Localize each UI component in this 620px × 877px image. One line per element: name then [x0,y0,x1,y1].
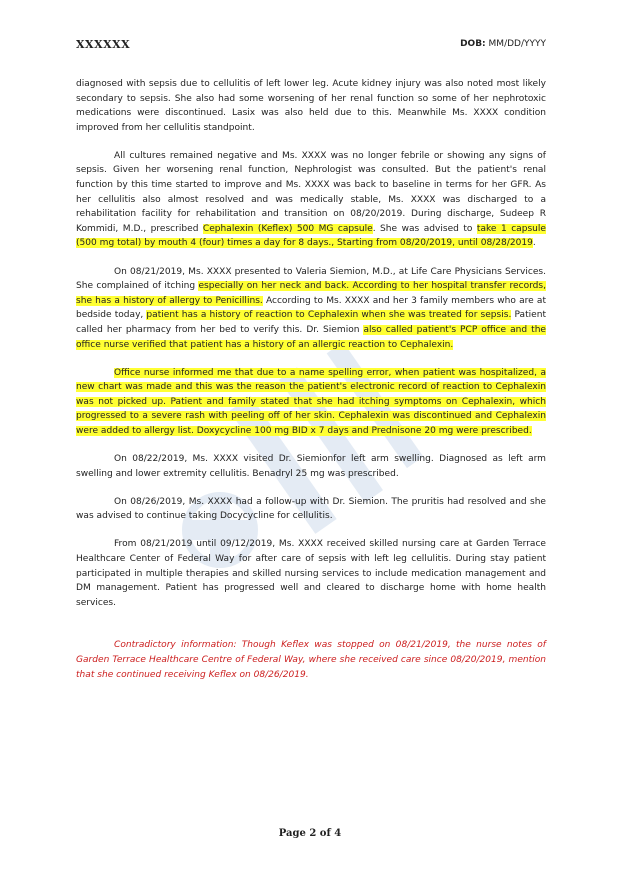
paragraph-3-text-c: Patient called her pharmacy from her bed to verify this. Dr. Siemion [76,310,546,335]
dob [460,39,546,49]
paragraph-5: On 08/22/2019, Ms. XXXX visited Dr. Siemionfor left arm swelling. Diagnosed as left arm swelling and lower extremity cellulitis. Benadryl 25 mg was prescribed. [76,454,546,479]
document-body [76,77,546,696]
patient-name: XXXXXX [76,38,131,51]
paragraph-4 [76,366,546,439]
highlight-dosage-instructions: take 1 capsule (500 mg total) by mouth 4 (four) times a day for 8 days., Starting from 08/20/2019, until 08/28/2019 [76,223,546,249]
highlight-pcp-verification: also called patient's PCP office and the office nurse verified that patient has a history of an allergic reaction to Cephalexin. [76,324,546,350]
paragraph-6: On 08/26/2019, Ms. XXXX had a follow-up with Dr. Siemion. The pruritis had resolved and she was advised to continue taking Docycycline for cellulitis. [76,496,546,522]
paragraph-2-text-a: All cultures remained negative and Ms. XXXX was no longer febrile or showing any signs of sepsis. Given her worsening renal function, Nephrologist was consulted. But the patient's renal function by this time started to improve and Ms. XXXX was back to baseline in terms for her GFR. As her cellulitis also almost resolved and was medically stable, Ms. XXXX was discharged to a rehabilitation facility for rehabilitation and transition on 08/20/2019. During discharge, Sudeep R Kommidi, M.D., prescribed [76,150,546,234]
paragraph-2 [76,149,546,251]
dob-value: MM/DD/YYYY [488,39,546,49]
paragraph-1: diagnosed with sepsis due to cellulitis of left lower leg. Acute kidney injury was also noted most likely secondary to sepsis. She also had some worsening of her renal function so some of her nephrotoxic medications were discontinued. Lasix was also held due to this. Meanwhile Ms. XXXX condition improved from her cellulitis standpoint. [76,79,546,133]
paragraph-2-text-b: . She was advised to [372,223,477,234]
page-header [76,38,546,54]
paragraph-2-text-c: . [532,238,536,249]
dob-label: DOB: [460,39,486,49]
paragraph-3-text-a: On 08/21/2019, Ms. XXXX presented to Valeria Siemion, M.D., at Life Care Physicians Services. She complained of itching [76,266,546,292]
contradictory-information-note: Contradictory information: Though Keflex was stopped on 08/21/2019, the nurse notes of Garden Terrace Healthcare Centre of Federal Way, where she received care since 08/20/2019, mention that she continued receiving Keflex on 08/26/2019. [76,640,546,680]
paragraph-3 [76,265,546,353]
page-number: Page 2 of 4 [278,828,342,839]
paragraph-3-text-b: According to Ms. XXXX and her 3 family members who are at bedside today, [76,295,546,321]
paragraph-7: From 08/21/2019 until 09/12/2019, Ms. XXXX received skilled nursing care at Garden Terrace Healthcare Center of Federal Way for after care of sepsis with left leg cellulitis. During stay patient participated in multiple therapies and skilled nursing services to include medication management and DM management. Patient has progressed well and cleared to discharge home with home health services. [76,539,546,608]
highlight-cephalexin-prescription: Cephalexin (Keflex) 500 MG capsule [202,223,373,234]
highlight-cephalexin-reaction-history: patient has a history of reaction to Cephalexin when she was treated for sepsis. [146,310,512,321]
highlight-spelling-error-note: Office nurse informed me that due to a name spelling error, when patient was hospitalized, a new chart was made and this was the reason the patient's electronic record of reaction to Cephalexin was not picked up. Patient and family stated that she had itching symptoms on Cephalexin, which progressed to a severe rash with peeling off of her skin. Cephalexin was discontinued and Cephalexin were added to allergy list. Doxycycline 100 mg BID x 7 days and Prednisone 20 mg were prescribed. [76,367,546,436]
highlight-penicillin-allergy: especially on her neck and back. According to her hospital transfer records, she has a history of allergy to Penicillins. [76,281,547,306]
